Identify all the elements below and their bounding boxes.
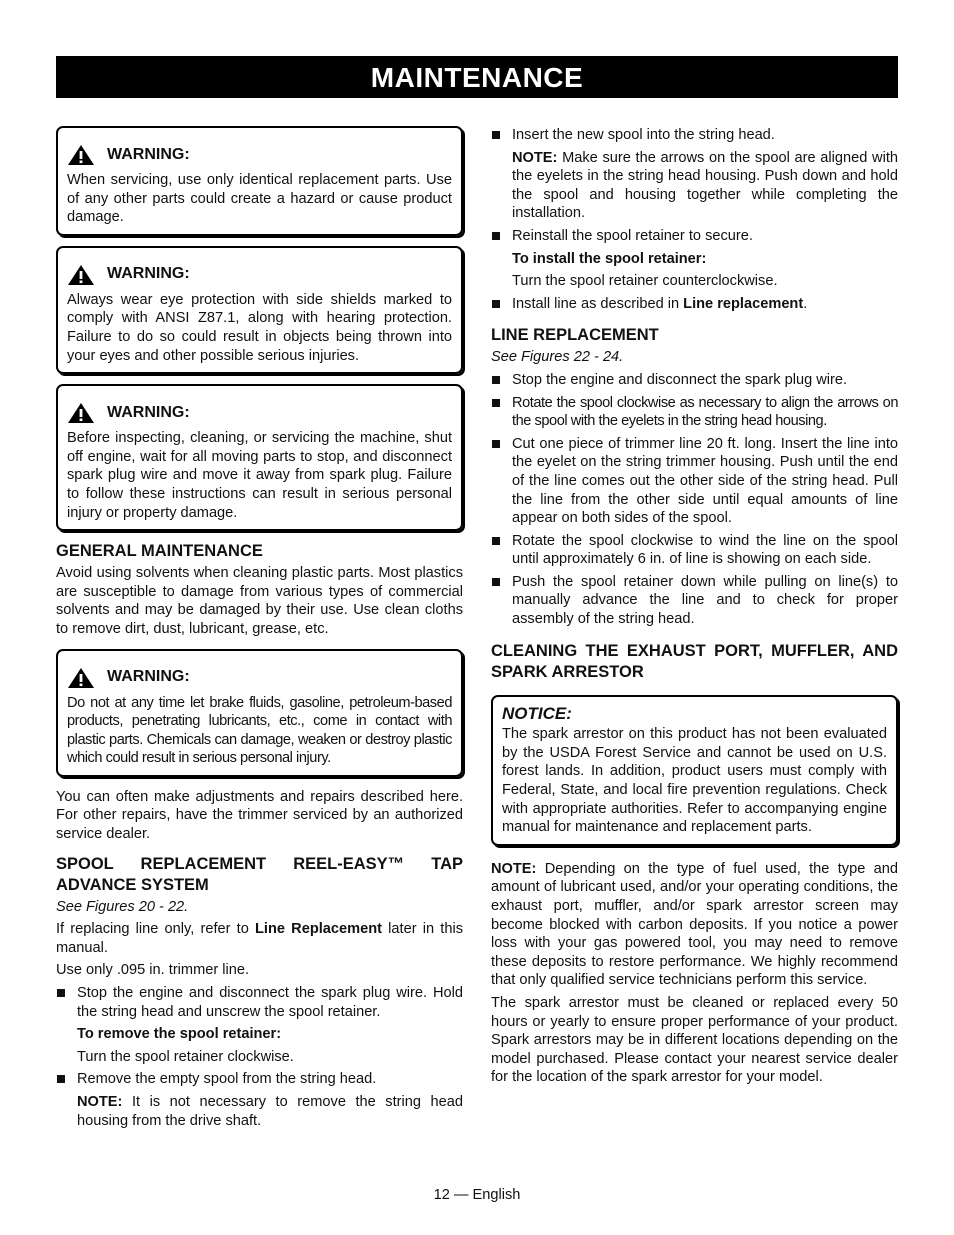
warning-text: Before inspecting, cleaning, or servicing the machine, shut off engine, wait for all moving parts to stop, and disconnect spark plug wire and move it away from spark plug. Failure to follow these instructions can result in serious personal injury or property damage. <box>67 430 452 521</box>
list-item: Reinstall the spool retainer to secure. <box>491 227 898 246</box>
list-item: Stop the engine and disconnect the spark plug wire. <box>491 371 898 390</box>
warning-label: WARNING: <box>107 403 190 421</box>
line-steps-list <box>491 371 898 629</box>
cleaning-heading: CLEANING THE EXHAUST PORT, MUFFLER, AND SPARK ARRESTOR <box>491 641 898 681</box>
warning-triangle-icon <box>67 264 95 286</box>
line-figures-ref: See Figures 22 - 24. <box>491 349 624 366</box>
page-title: MAINTENANCE <box>56 56 898 98</box>
list-item: Rotate the spool clockwise to wind the line on the spool until approximately 6 in. of line is showing on each side. <box>491 532 898 569</box>
list-item: Cut one piece of trimmer line 20 ft. long. Insert the line into the eyelet on the string trimmer housing. Push until the end of the line comes out the other side of the string head. Pull the line from the other side until equal amounts of line appear on both sides of the spool. <box>491 435 898 528</box>
list-item: Remove the empty spool from the string head. <box>56 1070 463 1089</box>
warning-label: WARNING: <box>107 668 190 686</box>
warning-text: Do not at any time let brake fluids, gasoline, petroleum-based products, penetrating lubricants, etc., come in contact with plastic parts. Chemicals can damage, weaken or destroy plastic which could result in serious personal injury. <box>67 694 452 767</box>
warning-triangle-icon <box>67 667 95 689</box>
remove-retainer-label: To remove the spool retainer: <box>77 1026 282 1043</box>
page-footer: 12 — English <box>433 1187 521 1203</box>
warning-box-eye-protection <box>56 246 463 374</box>
warning-triangle-icon <box>67 402 95 424</box>
warning-label: WARNING: <box>107 265 190 283</box>
trimmer-line-spec: Use only .095 in. trimmer line. <box>56 962 250 979</box>
list-item: Push the spool retainer down while pulling on line(s) to manually advance the line and to check for proper assembly of the string head. <box>491 573 898 629</box>
install-retainer-label: To install the spool retainer: <box>512 250 707 267</box>
warning-box-replacement-parts <box>56 126 463 236</box>
warning-label: WARNING: <box>107 145 190 163</box>
warning-triangle-icon <box>67 144 95 166</box>
adjustments-text: You can often make adjustments and repairs described here. For other repairs, have the trimmer serviced by an authorized service dealer. <box>56 788 463 843</box>
spark-arrestor-text: The spark arrestor must be cleaned or replaced every 50 hours or yearly to ensure proper performance of your product. Spark arrestors may be in different locations depending on the model purchased. Please contact your nearest service dealer for the location of the spark arrestor for your model. <box>491 994 898 1086</box>
notice-text: The spark arrestor on this product has not been evaluated by the USDA Forest Service and cannot be used on U.S. forest lands. In addition, product users must comply with Federal, State, and local fire prevention regulations. Check with appropriate authorities. Refer to accompanying engine manual for maintenance and replacement parts. <box>502 726 887 836</box>
list-item: Install line as described in Line replacement. <box>491 295 898 314</box>
warning-text: Always wear eye protection with side shields marked to comply with ANSI Z87.1, along with hearing protection. Failure to do so could result in objects being thrown into your eyes and other possible serious injuries. <box>67 291 452 364</box>
notice-label: NOTICE: <box>502 703 572 723</box>
spool-alignment-note: NOTE: Make sure the arrows on the spool are aligned with the eyelets in the string head housing. Push down and hold the spool and housing together while completing the installation. <box>512 149 898 222</box>
warning-text: When servicing, use only identical replacement parts. Use of any other parts could create a hazard or cause product damage. <box>67 172 452 226</box>
line-replacement-ref: Line replacement <box>683 295 804 312</box>
warning-box-chemicals <box>56 649 463 777</box>
cleaning-note: NOTE: Depending on the type of fuel used, the type and amount of lubricant used, and/or your operating conditions, the exhaust port, muffler, and/or spark arrestor screen may become blocked with carbon deposits. If you notice a power loss with your gas powered tool, you may need to remove these deposits to restore performance. We highly recommend that only qualified service technicians perform this service. <box>491 860 898 989</box>
spool-replacement-heading: SPOOL REPLACEMENT REEL-EASY™ TAP ADVANCE SYSTEM <box>56 854 463 894</box>
install-retainer-text: Turn the spool retainer counterclockwise. <box>512 273 778 290</box>
spool-steps-list <box>56 984 463 1021</box>
line-replacement-heading: LINE REPLACEMENT <box>491 326 659 345</box>
general-maintenance-heading: GENERAL MAINTENANCE <box>56 542 263 561</box>
general-maintenance-text: Avoid using solvents when cleaning plastic parts. Most plastics are susceptible to damage from various types of commercial solvents and may be damaged by their use. Use clean cloths to remove dirt, dust, lubricant, grease, etc. <box>56 565 463 637</box>
list-item: Rotate the spool clockwise as necessary to align the arrows on the spool with the eyelets in the string head housing. <box>491 394 898 431</box>
spool-figures-ref: See Figures 20 - 22. <box>56 898 189 915</box>
warning-box-shut-off-engine <box>56 384 463 531</box>
notice-box <box>491 695 898 846</box>
list-item: Stop the engine and disconnect the spark plug wire. Hold the string head and unscrew the spool retainer. <box>56 984 463 1021</box>
list-item: Insert the new spool into the string head. <box>491 126 898 145</box>
left-column <box>56 126 463 1134</box>
right-column <box>491 126 898 1091</box>
spool-refer-text: If replacing line only, refer to Line Replacement later in this manual. <box>56 921 463 956</box>
spool-note: NOTE: It is not necessary to remove the string head housing from the drive shaft. <box>77 1094 463 1129</box>
remove-retainer-text: Turn the spool retainer clockwise. <box>77 1048 294 1065</box>
line-replacement-ref: Line Replacement <box>255 921 383 938</box>
